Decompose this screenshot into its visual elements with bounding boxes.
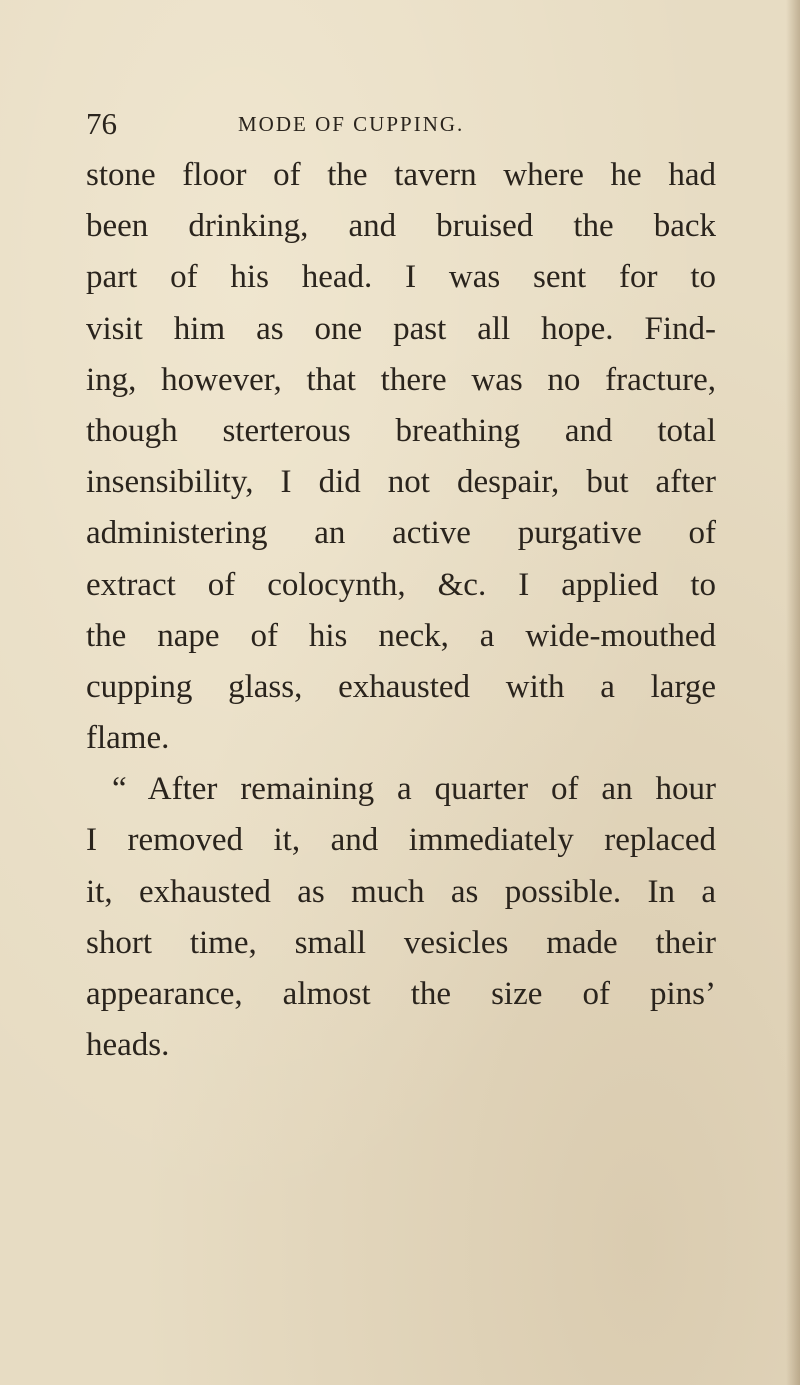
text-line: the nape of his neck, a wide-mouthed — [86, 617, 716, 654]
text-line: short time, small vesicles made their — [86, 924, 716, 961]
text-line: administering an active purgative of — [86, 515, 716, 552]
text-line: appearance, almost the size of pins’ — [86, 976, 716, 1012]
text-line: stone floor of the tavern where he had — [86, 157, 716, 193]
text-line: insensibility, I did not despair, but after — [86, 464, 716, 501]
page-number: 76 — [86, 106, 117, 141]
body-text — [86, 150, 716, 1071]
running-head — [86, 104, 726, 144]
text-line: visit him as one past all hope. Find- — [86, 310, 716, 347]
page-edge-shadow — [786, 0, 800, 1385]
paragraph-end-line: heads. — [86, 1027, 170, 1064]
running-title: MODE OF CUPPING. — [238, 112, 465, 136]
text-line: ing, however, that there was no fracture, — [86, 361, 716, 398]
paragraph-end-line: flame. — [86, 720, 170, 757]
paragraph-start-line: “ After remaining a quarter of an hour — [112, 771, 716, 808]
text-line: part of his head. I was sent for to — [86, 259, 716, 296]
text-line: I removed it, and immediately replaced — [86, 822, 716, 859]
text-line: extract of colocynth, &c. I applied to — [86, 566, 716, 603]
text-line: been drinking, and bruised the back — [86, 208, 716, 245]
text-line: cupping glass, exhausted with a large — [86, 668, 716, 705]
text-line: it, exhausted as much as possible. In a — [86, 873, 716, 910]
text-line: though sterterous breathing and total — [86, 412, 716, 449]
